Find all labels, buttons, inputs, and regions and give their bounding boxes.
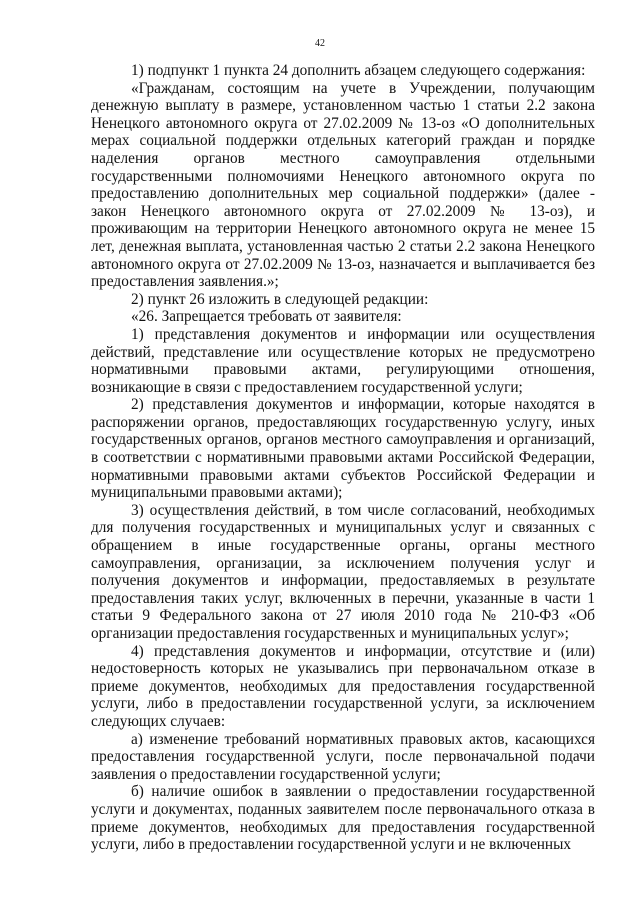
page-number: 42: [315, 38, 325, 49]
paragraph-10: б) наличие ошибок в заявлении о предоставлении государственной услуги и документах, поданных заявителем после первоначального отказа в приеме документов, необходимых для предоставления государственной услуги, либо в предоставлении государственной услуги и не включенных: [91, 783, 595, 854]
paragraph-8: 4) представления документов и информации, отсутствие и (или) недостоверность которых не указывались при первоначальном отказе в приеме документов, необходимых для предоставления государственной услуги, либо в предоставлении государственной услуги, за исключением следующих случаев:: [91, 642, 595, 730]
paragraph-2: «Гражданам, состоящим на учете в Учреждении, получающим денежную выплату в размере, установленном частью 1 статьи 2.2 закона Ненецкого автономного округа от 27.02.2009 № 13-оз «О дополнительных мерах социальной поддержки отдельных категорий граждан и порядке наделения органов местного самоуправления отдельными государственными полномочиями Ненецкого автономного округа по предоставлению дополнительных мер социальной поддержки» (далее - закон Ненецкого автономного округа от 27.02.2009 № 13-оз), и проживающим на территории Ненецкого автономного округа не менее 15 лет, денежная выплата, установленная частью 2 статьи 2.2 закона Ненецкого автономного округа от 27.02.2009 № 13-оз, назначается и выплачивается без предоставления заявления.»;: [91, 79, 595, 291]
paragraph-7: 3) осуществления действий, в том числе согласований, необходимых для получения государственных и муниципальных услуг и связанных с обращением в иные государственные органы, органы местного самоуправления, организации, за исключением получения услуг и получения документов и информации, предоставляемых в результате предоставления таких услуг, включенных в перечни, указанные в части 1 статьи 9 Федерального закона от 27 июля 2010 года № 210-ФЗ «Об организации предоставления государственных и муниципальных услуг»;: [91, 501, 595, 642]
paragraph-6: 2) представления документов и информации, которые находятся в распоряжении органов, предоставляющих государственную услугу, иных государственных органов, органов местного самоуправления и организаций, в соответствии с нормативными правовыми актами Российской Федерации, нормативными правовыми актами субъектов Российской Федерации и муниципальными правовыми актами);: [91, 396, 595, 502]
document-body: [91, 62, 595, 854]
paragraph-4: «26. Запрещается требовать от заявителя:: [131, 308, 402, 326]
paragraph-3: 2) пункт 26 изложить в следующей редакции:: [131, 290, 429, 308]
paragraph-5: 1) представления документов и информации или осуществления действий, представление или осуществление которых не предусмотрено нормативными правовыми актами, регулирующими отношения, возникающие в связи с предоставлением государственной услуги;: [91, 325, 595, 396]
paragraph-1: 1) подпункт 1 пункта 24 дополнить абзацем следующего содержания:: [131, 62, 586, 79]
paragraph-9: а) изменение требований нормативных правовых актов, касающихся предоставления государственной услуги, после первоначальной подачи заявления о предоставлении государственной услуги;: [91, 730, 595, 783]
